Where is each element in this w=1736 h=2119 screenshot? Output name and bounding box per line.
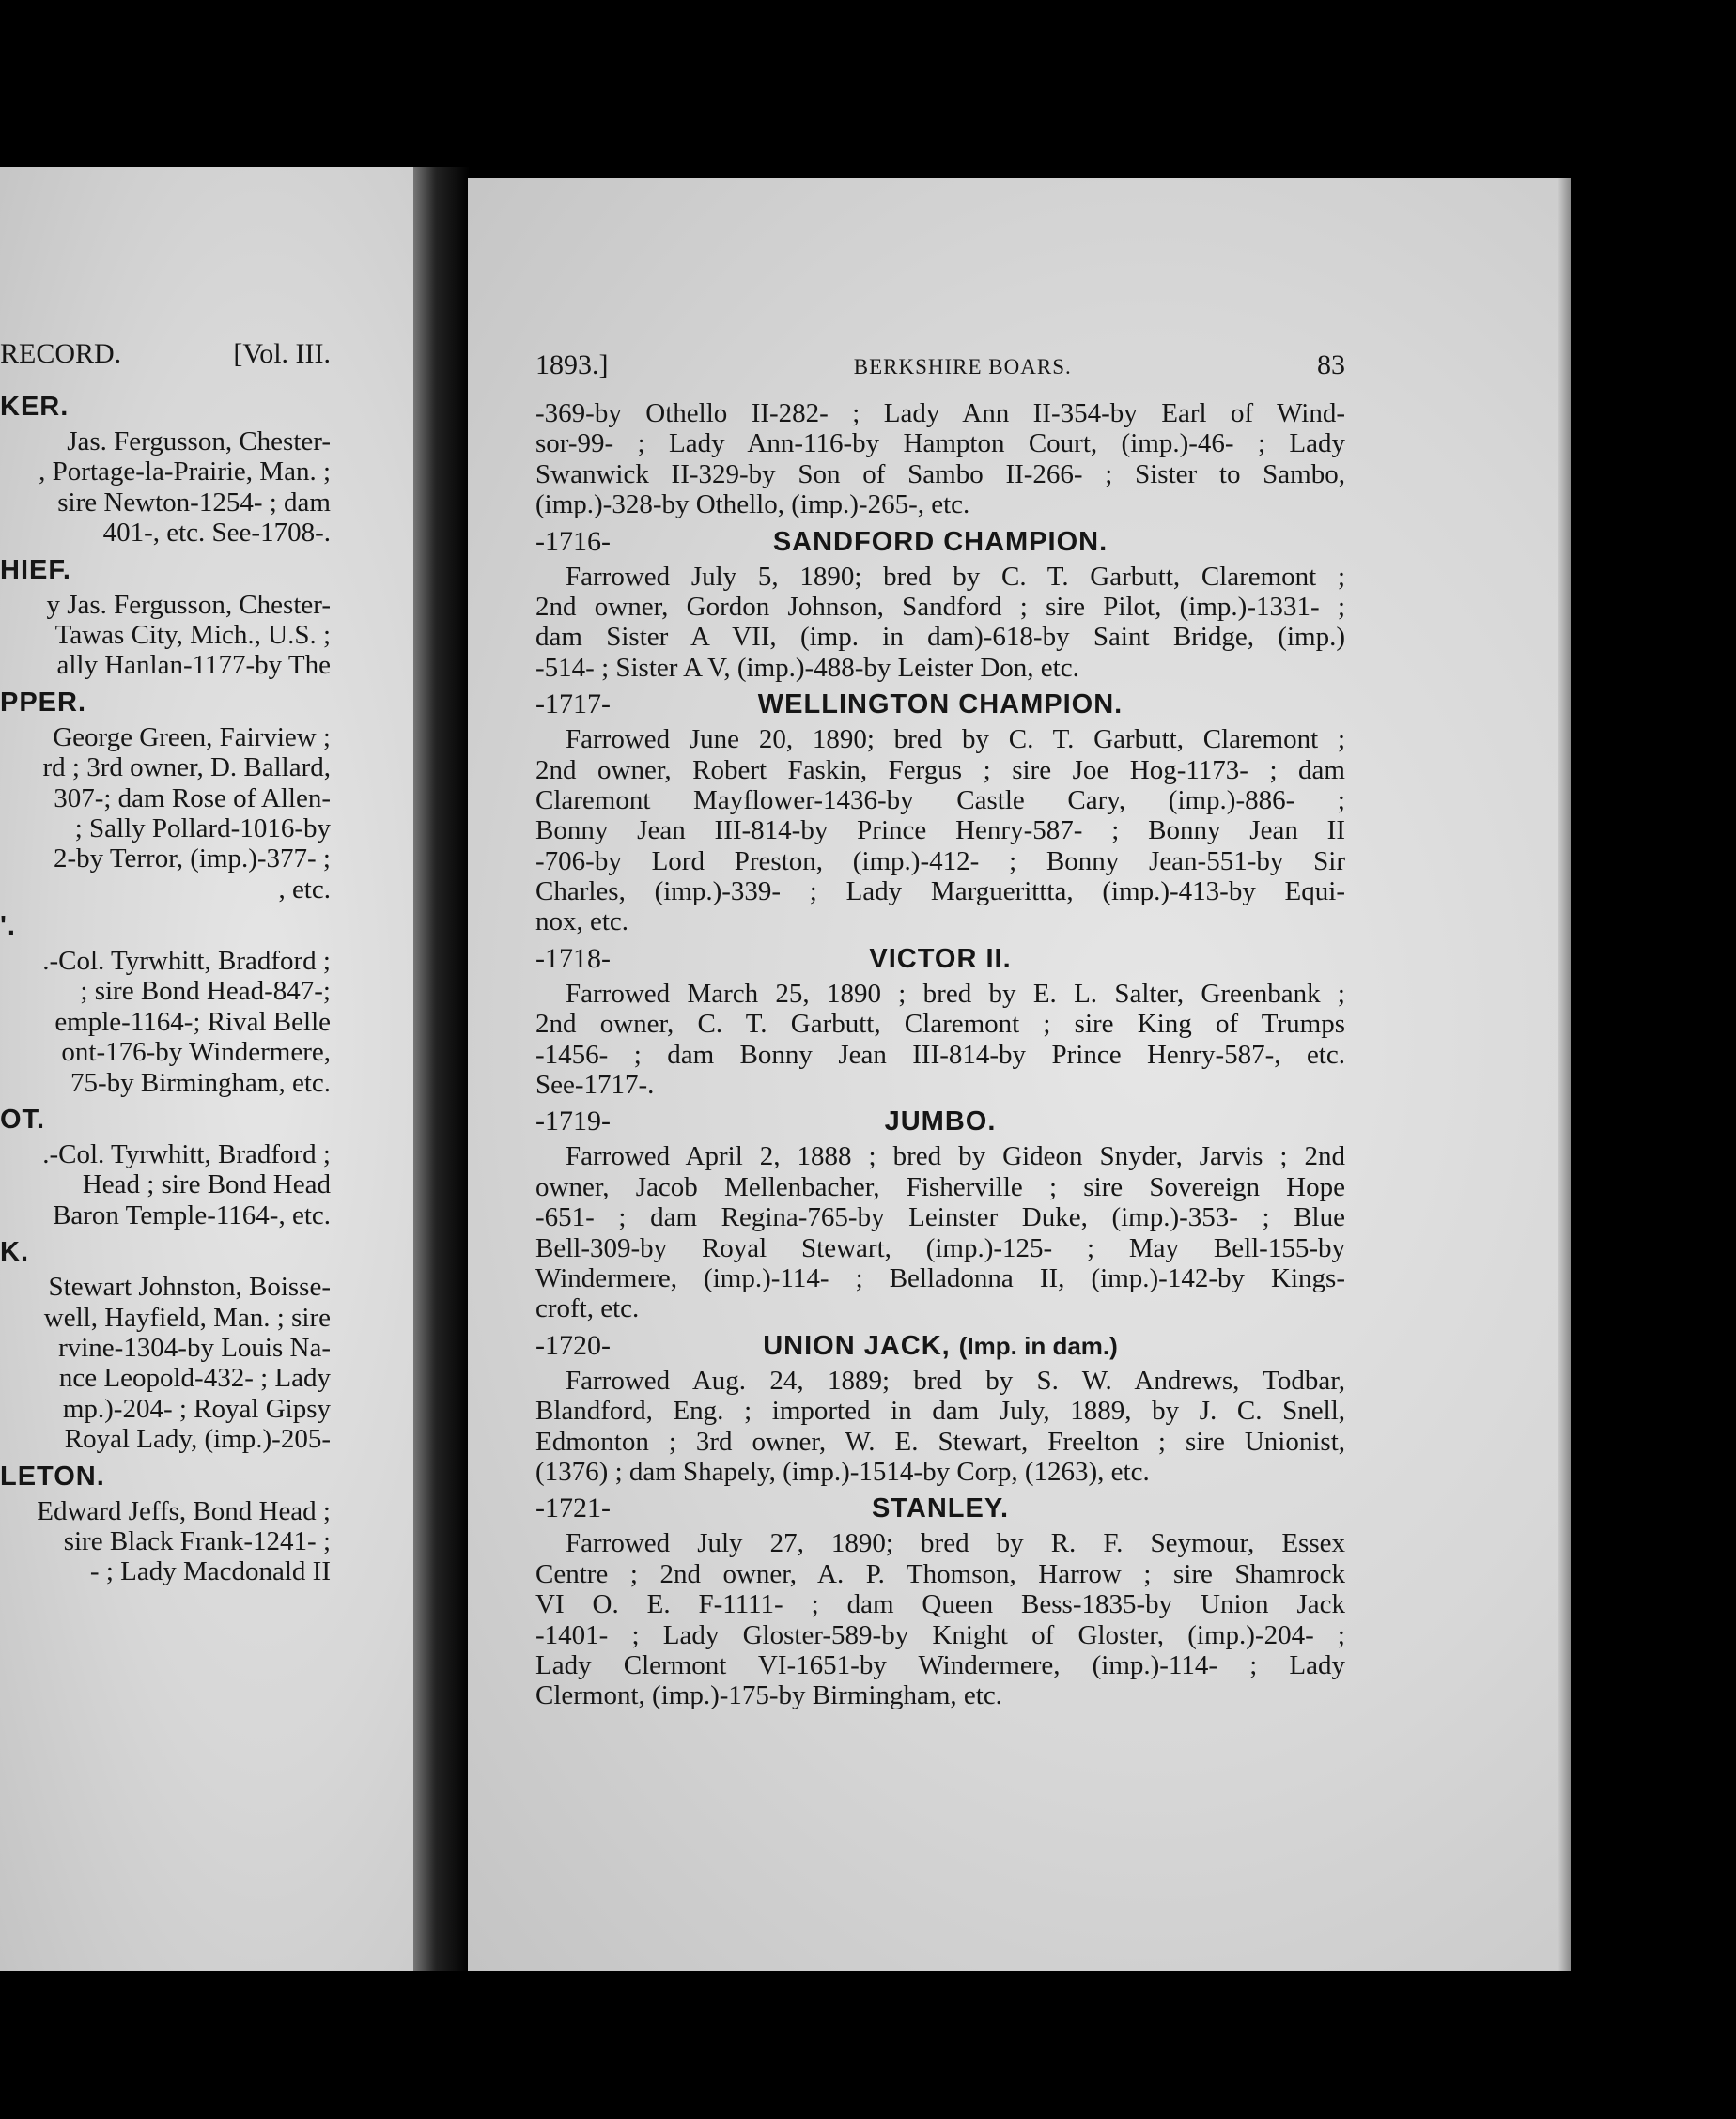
entry-heading [535, 522, 1345, 562]
left-entry-line: 307-; dam Rose of Allen- [54, 782, 331, 813]
entry-heading [535, 939, 1345, 979]
left-running-head [0, 338, 331, 378]
entry-name [535, 1326, 1345, 1366]
entry-line: nox, etc. [535, 906, 629, 937]
entry-line: -514- ; Sister A V, (imp.)-488-by Leister Don, etc. [535, 652, 1079, 683]
entry-name-text: VICTOR II. [869, 943, 1012, 974]
entries-list [535, 522, 1345, 1711]
left-entry-line: mp.)-204- ; Royal Gipsy [62, 1393, 331, 1424]
continuation-line: -369-by Othello II-282- ; Lady Ann II-354-by Earl of Wind- [535, 398, 1345, 428]
entry-name [535, 685, 1345, 724]
left-entry-line: Tawas City, Mich., U.S. ; [54, 619, 331, 650]
left-entry-line: ont-176-by Windermere, [61, 1037, 331, 1068]
entry-name-text: SANDFORD CHAMPION. [772, 526, 1108, 557]
left-entry-line: Jas. Fergusson, Chester- [67, 426, 331, 456]
left-entry-line: Baron Temple-1164-, etc. [53, 1199, 331, 1230]
entry-name-text: UNION JACK, [763, 1330, 951, 1361]
entry-line: 2nd owner, Robert Faskin, Fergus ; sire Joe Hog-1173- ; dam [535, 754, 1345, 785]
entry-number: -1720- [535, 1329, 611, 1361]
left-entry-line: rd ; 3rd owner, D. Ballard, [42, 752, 331, 783]
entry-number: -1719- [535, 1106, 611, 1137]
left-entry-heading: HIEF. [0, 554, 71, 585]
left-entry-line: sire Black Frank-1241- ; [63, 1525, 331, 1556]
left-entry-heading: OT. [0, 1105, 46, 1136]
entry-line: Claremont Mayflower-1436-by Castle Cary, (imp.)-886- ; [535, 784, 1345, 815]
entry-line: Centre ; 2nd owner, A. P. Thomson, Harrow ; sire Shamrock [535, 1558, 1345, 1589]
entry-name [535, 939, 1345, 979]
entry-line: Edmonton ; 3rd owner, W. E. Stewart, Freelton ; sire Unionist, [535, 1426, 1345, 1457]
left-entry-line: 401-, etc. See-1708-. [102, 518, 331, 549]
left-entry-line: sire Newton-1254- ; dam [57, 487, 331, 518]
continuation-line: sor-99- ; Lady Ann-116-by Hampton Court, (imp.)-46- ; Lady [535, 428, 1345, 459]
right-page [468, 178, 1569, 1971]
left-entry-line: 2-by Terror, (imp.)-377- ; [53, 843, 331, 874]
running-head-title: BERKSHIRE BOARS. [853, 355, 1072, 379]
left-entry-line: well, Hayfield, Man. ; sire [43, 1302, 331, 1333]
left-entry-line: .-Col. Tyrwhitt, Bradford ; [42, 946, 331, 977]
left-entry-line: Head ; sire Bond Head [82, 1169, 331, 1200]
entry-heading [535, 685, 1345, 724]
left-entry-line: Royal Lady, (imp.)-205- [64, 1424, 331, 1455]
entry-line: Charles, (imp.)-339- ; Lady Marguerittta, (imp.)-413-by Equi- [535, 876, 1345, 907]
running-head-year: 1893.] [535, 349, 609, 380]
entry-line: (1376) ; dam Shapely, (imp.)-1514-by Corp, (1263), etc. [535, 1456, 1150, 1487]
right-column [535, 349, 1345, 1711]
continuation-line: Swanwick II-329-by Son of Sambo II-266- ; Sister to Sambo, [535, 458, 1345, 489]
entry-line: Farrowed March 25, 1890 ; bred by E. L. Salter, Greenbank ; [566, 978, 1345, 1009]
entry-line: Bonny Jean III-814-by Prince Henry-587- ; Bonny Jean II [535, 815, 1345, 846]
entry-line: 2nd owner, C. T. Garbutt, Claremont ; sire King of Trumps [535, 1009, 1345, 1040]
entry-line: dam Sister A VII, (imp. in dam)-618-by Saint Bridge, (imp.) [535, 622, 1345, 653]
entry-line: Blandford, Eng. ; imported in dam July, 1889, by J. C. Snell, [535, 1396, 1345, 1427]
left-entry-line: ; Sally Pollard-1016-by [74, 812, 331, 843]
entry-name [535, 1102, 1345, 1141]
entry-name-text: STANLEY. [871, 1493, 1010, 1524]
left-entry-line: 75-by Birmingham, etc. [70, 1067, 331, 1098]
entry-name-text: JUMBO. [884, 1106, 997, 1137]
left-entry-line: , etc. [278, 874, 331, 905]
entry-line: -1401- ; Lady Gloster-589-by Knight of Gloster, (imp.)-204- ; [535, 1619, 1345, 1650]
entry-line: Farrowed July 5, 1890; bred by C. T. Garbutt, Claremont ; [566, 561, 1345, 592]
entry-name [535, 1489, 1345, 1528]
entry-heading [535, 1102, 1345, 1141]
left-entry-heading: LETON. [0, 1461, 105, 1492]
entry-line: Bell-309-by Royal Stewart, (imp.)-125- ; May Bell-155-by [535, 1232, 1345, 1263]
entry-line: Farrowed June 20, 1890; bred by C. T. Garbutt, Claremont ; [566, 724, 1345, 755]
page-number: 83 [1316, 349, 1345, 380]
left-running-head-text: RECORD. [0, 338, 122, 369]
entry-heading [535, 1489, 1345, 1528]
left-entry-line: rvine-1304-by Louis Na- [58, 1332, 331, 1363]
left-entry-heading: K. [0, 1237, 29, 1268]
entry-number: -1718- [535, 942, 611, 974]
entry-line: 2nd owner, Gordon Johnson, Sandford ; sire Pilot, (imp.)-1331- ; [535, 591, 1345, 622]
left-entry-line: George Green, Fairview ; [53, 721, 331, 752]
entry-name-text: WELLINGTON CHAMPION. [757, 689, 1124, 720]
entry-line: Farrowed April 2, 1888 ; bred by Gideon Snyder, Jarvis ; 2nd [566, 1141, 1345, 1172]
left-entry-heading: PPER. [0, 687, 87, 718]
left-entry-line: , Portage-la-Prairie, Man. ; [39, 456, 331, 487]
entry-line: -651- ; dam Regina-765-by Leinster Duke, (imp.)-353- ; Blue [535, 1202, 1345, 1233]
left-page [0, 167, 425, 1971]
entry-line: Lady Clermont VI-1651-by Windermere, (imp.)-114- ; Lady [535, 1649, 1345, 1680]
entry-line: VI O. E. F-1111- ; dam Queen Bess-1835-by Union Jack [535, 1589, 1345, 1620]
entry-line: Windermere, (imp.)-114- ; Belladonna II, (imp.)-142-by Kings- [535, 1262, 1345, 1293]
left-entry-line: - ; Lady Macdonald II [89, 1556, 331, 1587]
book-gutter [413, 167, 470, 1971]
entry-line: Farrowed Aug. 24, 1889; bred by S. W. Andrews, Todbar, [566, 1365, 1345, 1396]
left-entry-line: nce Leopold-432- ; Lady [58, 1363, 331, 1394]
left-entry-heading: '. [0, 911, 16, 942]
left-entry-line: y Jas. Fergusson, Chester- [46, 589, 331, 620]
entry-line: Farrowed July 27, 1890; bred by R. F. Seymour, Essex [566, 1528, 1345, 1559]
entry-line: Clermont, (imp.)-175-by Birmingham, etc. [535, 1680, 1002, 1711]
entry-number: -1716- [535, 525, 611, 557]
entry-heading [535, 1326, 1345, 1366]
left-entry-line: emple-1164-; Rival Belle [54, 1006, 331, 1037]
left-entry-line: ; sire Bond Head-847-; [80, 976, 331, 1007]
left-entry-line: .-Col. Tyrwhitt, Bradford ; [42, 1139, 331, 1170]
entry-line: owner, Jacob Mellenbacher, Fisherville ; sire Sovereign Hope [535, 1171, 1345, 1202]
left-running-head-volume: [Vol. III. [233, 338, 331, 369]
entry-line: See-1717-. [535, 1070, 655, 1101]
entry-line: -1456- ; dam Bonny Jean III-814-by Prince Henry-587-, etc. [535, 1039, 1345, 1070]
entry-name [535, 522, 1345, 562]
entry-line: croft, etc. [535, 1293, 640, 1324]
continuation-text [535, 398, 1345, 520]
left-entry-heading: KER. [0, 392, 70, 422]
left-entry-line: Edward Jeffs, Bond Head ; [37, 1495, 331, 1526]
entry-number: -1721- [535, 1493, 611, 1524]
running-head [535, 349, 1345, 389]
left-entry-line: ally Hanlan-1177-by The [56, 650, 331, 681]
page-edge [1558, 178, 1571, 1971]
entry-name-suffix: (Imp. in dam.) [958, 1331, 1118, 1360]
left-column [0, 338, 331, 1587]
entry-line: -706-by Lord Preston, (imp.)-412- ; Bonny Jean-551-by Sir [535, 845, 1345, 876]
continuation-line: (imp.)-328-by Othello, (imp.)-265-, etc. [535, 489, 970, 520]
entry-number: -1717- [535, 688, 611, 720]
left-entry-line: Stewart Johnston, Boisse- [48, 1272, 331, 1303]
